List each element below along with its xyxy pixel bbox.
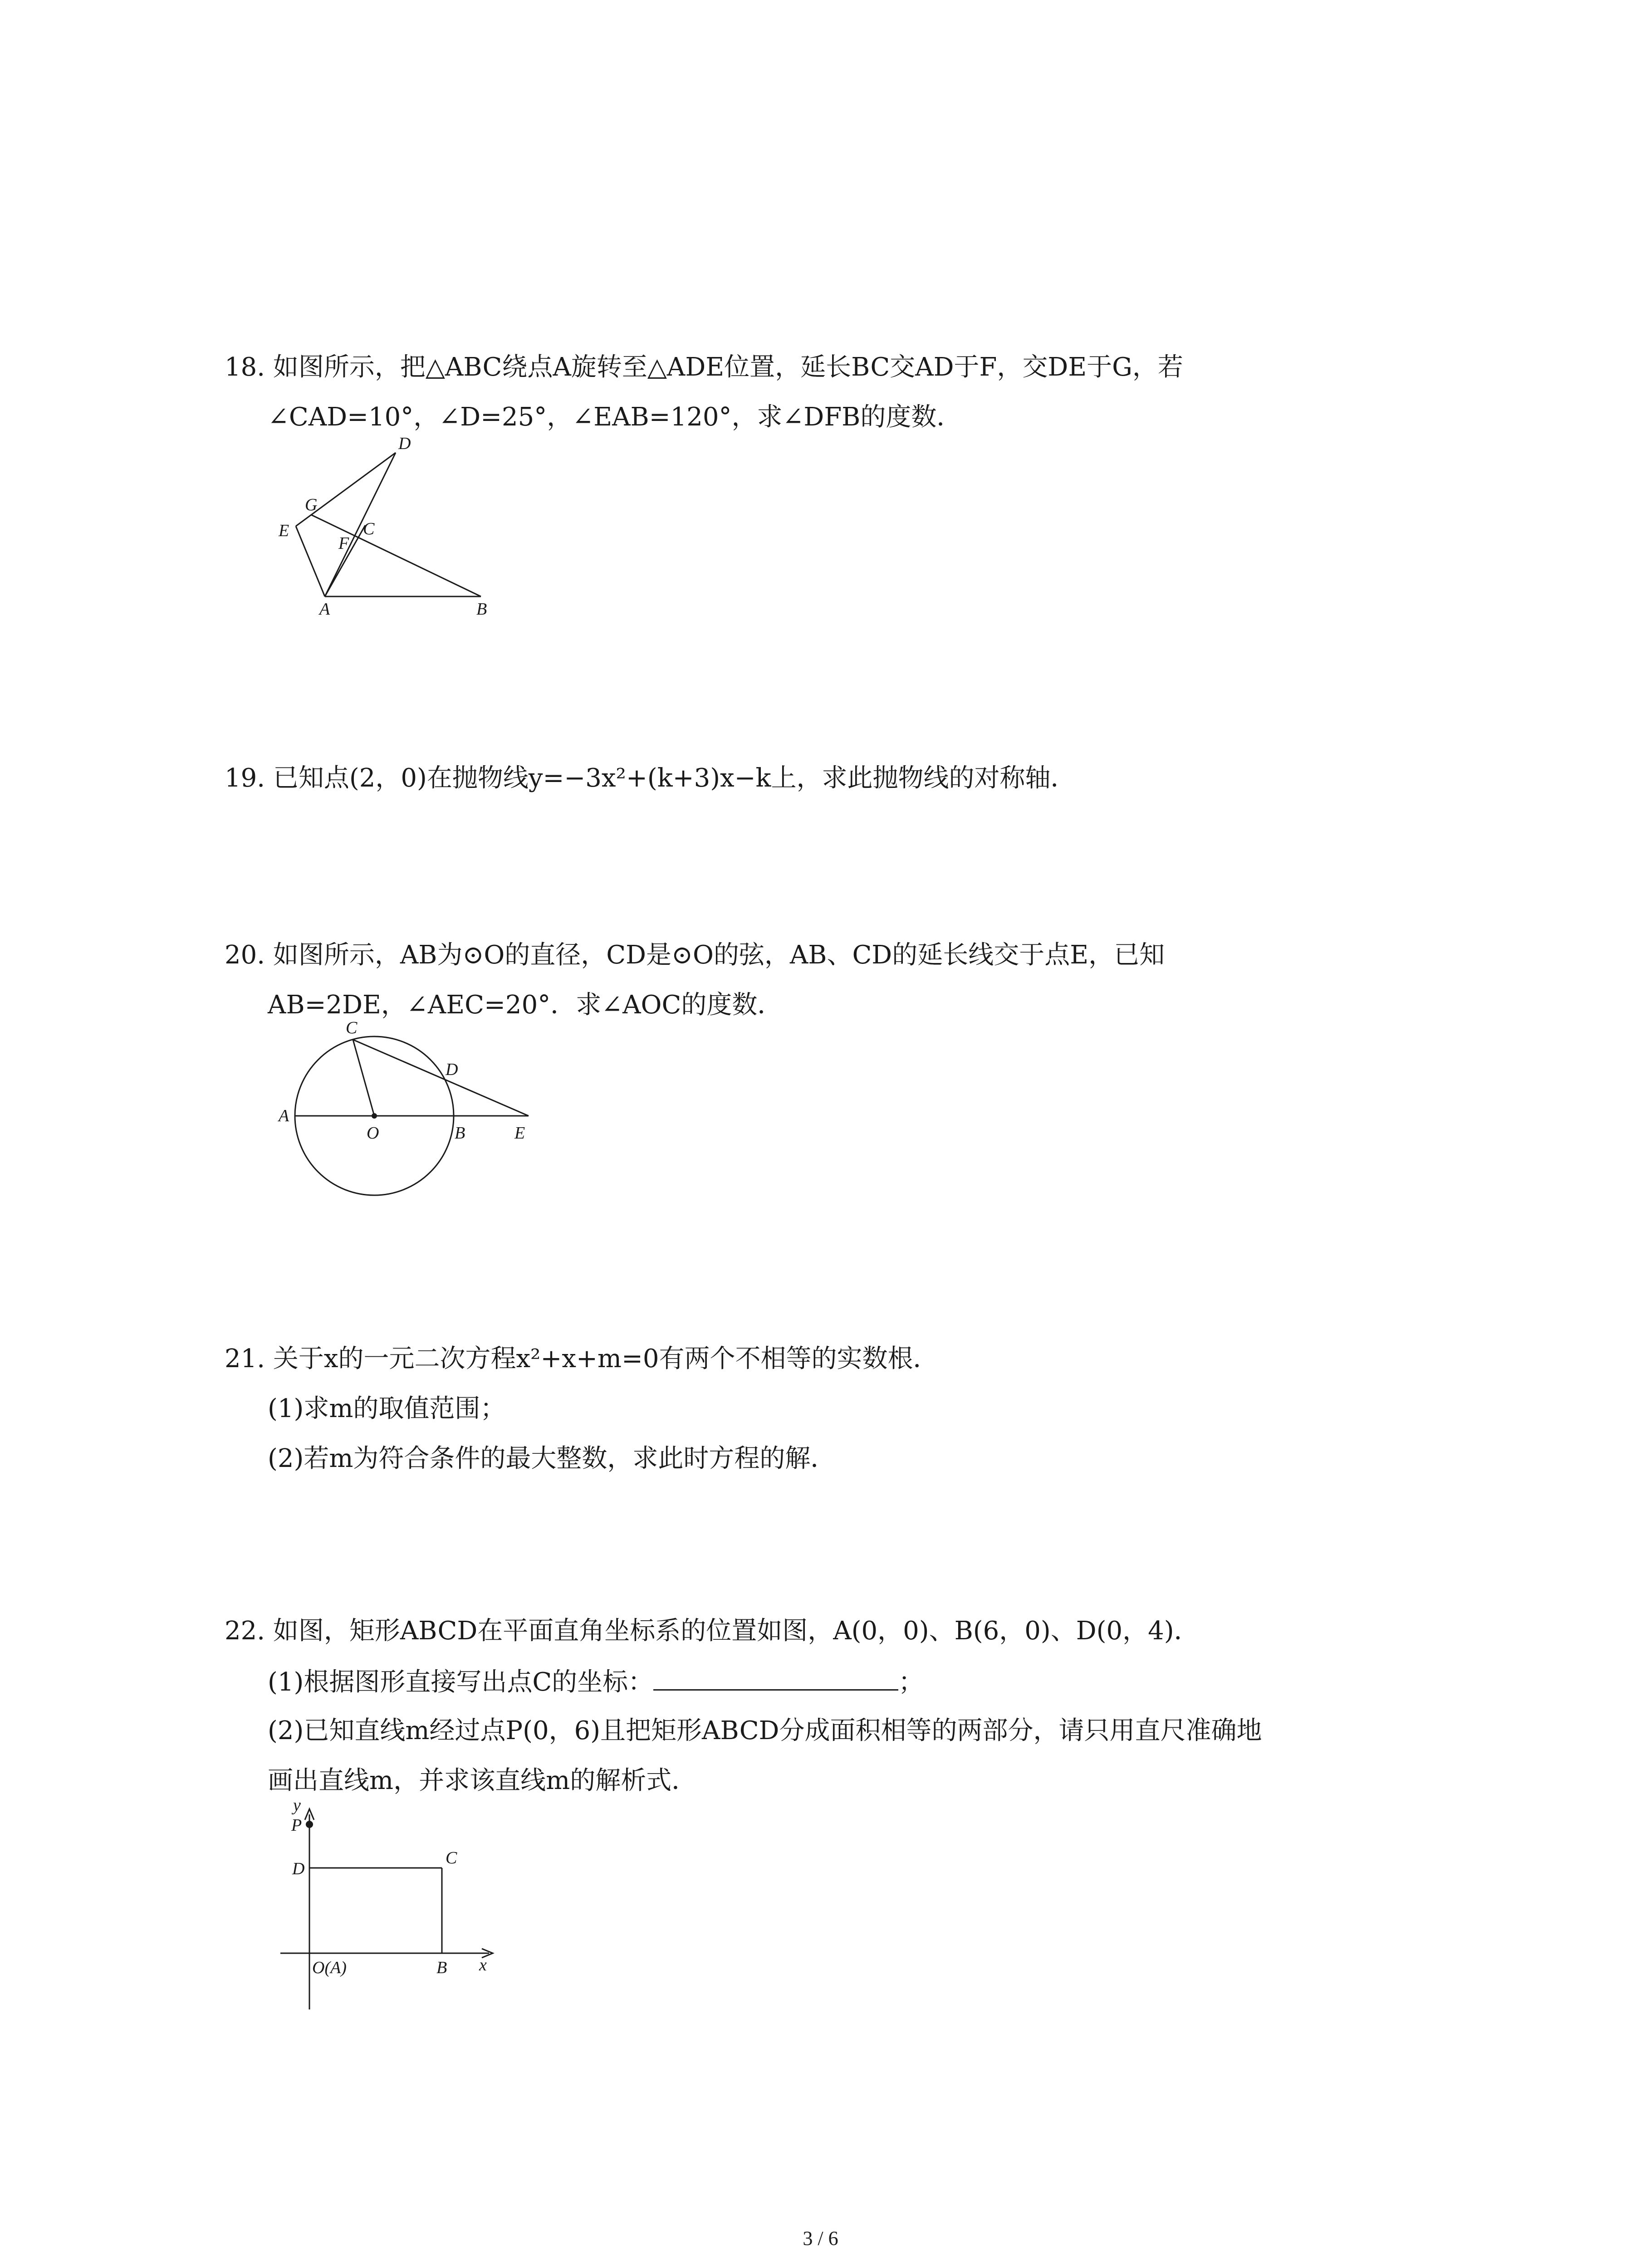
page-number: 3 / 6 xyxy=(803,2227,838,2249)
q22-label-o: O(A) xyxy=(312,1958,347,1977)
q22-line1: 22. 如图，矩形ABCD在平面直角坐标系的位置如图，A(0，0)、B(6，0)、D(0，4)． xyxy=(225,1616,1200,1646)
q18-line2: ∠CAD=10°，∠D=25°，∠EAB=120°，求∠DFB的度数． xyxy=(268,402,962,432)
q18-label-c: C xyxy=(363,519,375,538)
q18-label-d: D xyxy=(398,434,411,453)
q21-line1: 21. 关于x的一元二次方程x²+x+m=0有两个不相等的实数根． xyxy=(225,1344,939,1374)
q22-label-y: y xyxy=(293,1796,301,1815)
q20-line2: AB=2DE，∠AEC=20°．求∠AOC的度数． xyxy=(268,990,783,1020)
q18-label-a: A xyxy=(319,600,330,619)
q21-line3: (2)若m为符合条件的最大整数，求此时方程的解． xyxy=(268,1444,836,1473)
q22-label-b: B xyxy=(436,1958,447,1977)
q22-line2 xyxy=(268,1665,924,1699)
q18-label-f: F xyxy=(338,534,349,553)
q20-line1: 20. 如图所示，AB为⊙O的直径，CD是⊙O的弦，AB、CD的延长线交于点E，已知 xyxy=(225,940,1165,970)
q18-line1: 18. 如图所示，把△ABC绕点A旋转至△ADE位置，延长BC交AD于F，交DE于G，若 xyxy=(225,352,1183,382)
q22-label-c: C xyxy=(446,1848,457,1867)
q22-label-d: D xyxy=(292,1859,305,1878)
q20-label-b: B xyxy=(455,1124,465,1143)
q20-label-c: C xyxy=(346,1018,358,1037)
q22-label-p: P xyxy=(291,1816,302,1835)
q19-line1: 19. 已知点(2，0)在抛物线y=−3x²+(k+3)x−k上，求此抛物线的对称轴． xyxy=(225,763,1076,793)
q18-label-b: B xyxy=(476,600,487,619)
q22-line3: (2)已知直线m经过点P(0，6)且把矩形ABCD分成面积相等的两部分，请只用直尺准确地 xyxy=(268,1716,1262,1745)
q22-figure xyxy=(272,1796,508,2023)
q22-line2-end: ； xyxy=(898,1667,924,1697)
q22-line4: 画出直线m，并求该直线m的解析式． xyxy=(268,1766,697,1795)
q18-label-e: E xyxy=(279,521,289,540)
q20-figure xyxy=(272,1016,554,1252)
q21-line2: (1)求m的取值范围； xyxy=(268,1394,506,1423)
q22-line2-text: (1)根据图形直接写出点C的坐标： xyxy=(268,1667,654,1697)
q20-label-o: O xyxy=(367,1124,379,1143)
q18-label-g: G xyxy=(305,495,318,514)
q22-label-x: x xyxy=(479,1955,487,1975)
q18-figure xyxy=(272,431,508,621)
q20-label-e: E xyxy=(514,1124,525,1143)
answer-blank[interactable] xyxy=(653,1665,898,1691)
q20-label-d: D xyxy=(446,1060,458,1079)
q20-label-a: A xyxy=(279,1106,289,1125)
